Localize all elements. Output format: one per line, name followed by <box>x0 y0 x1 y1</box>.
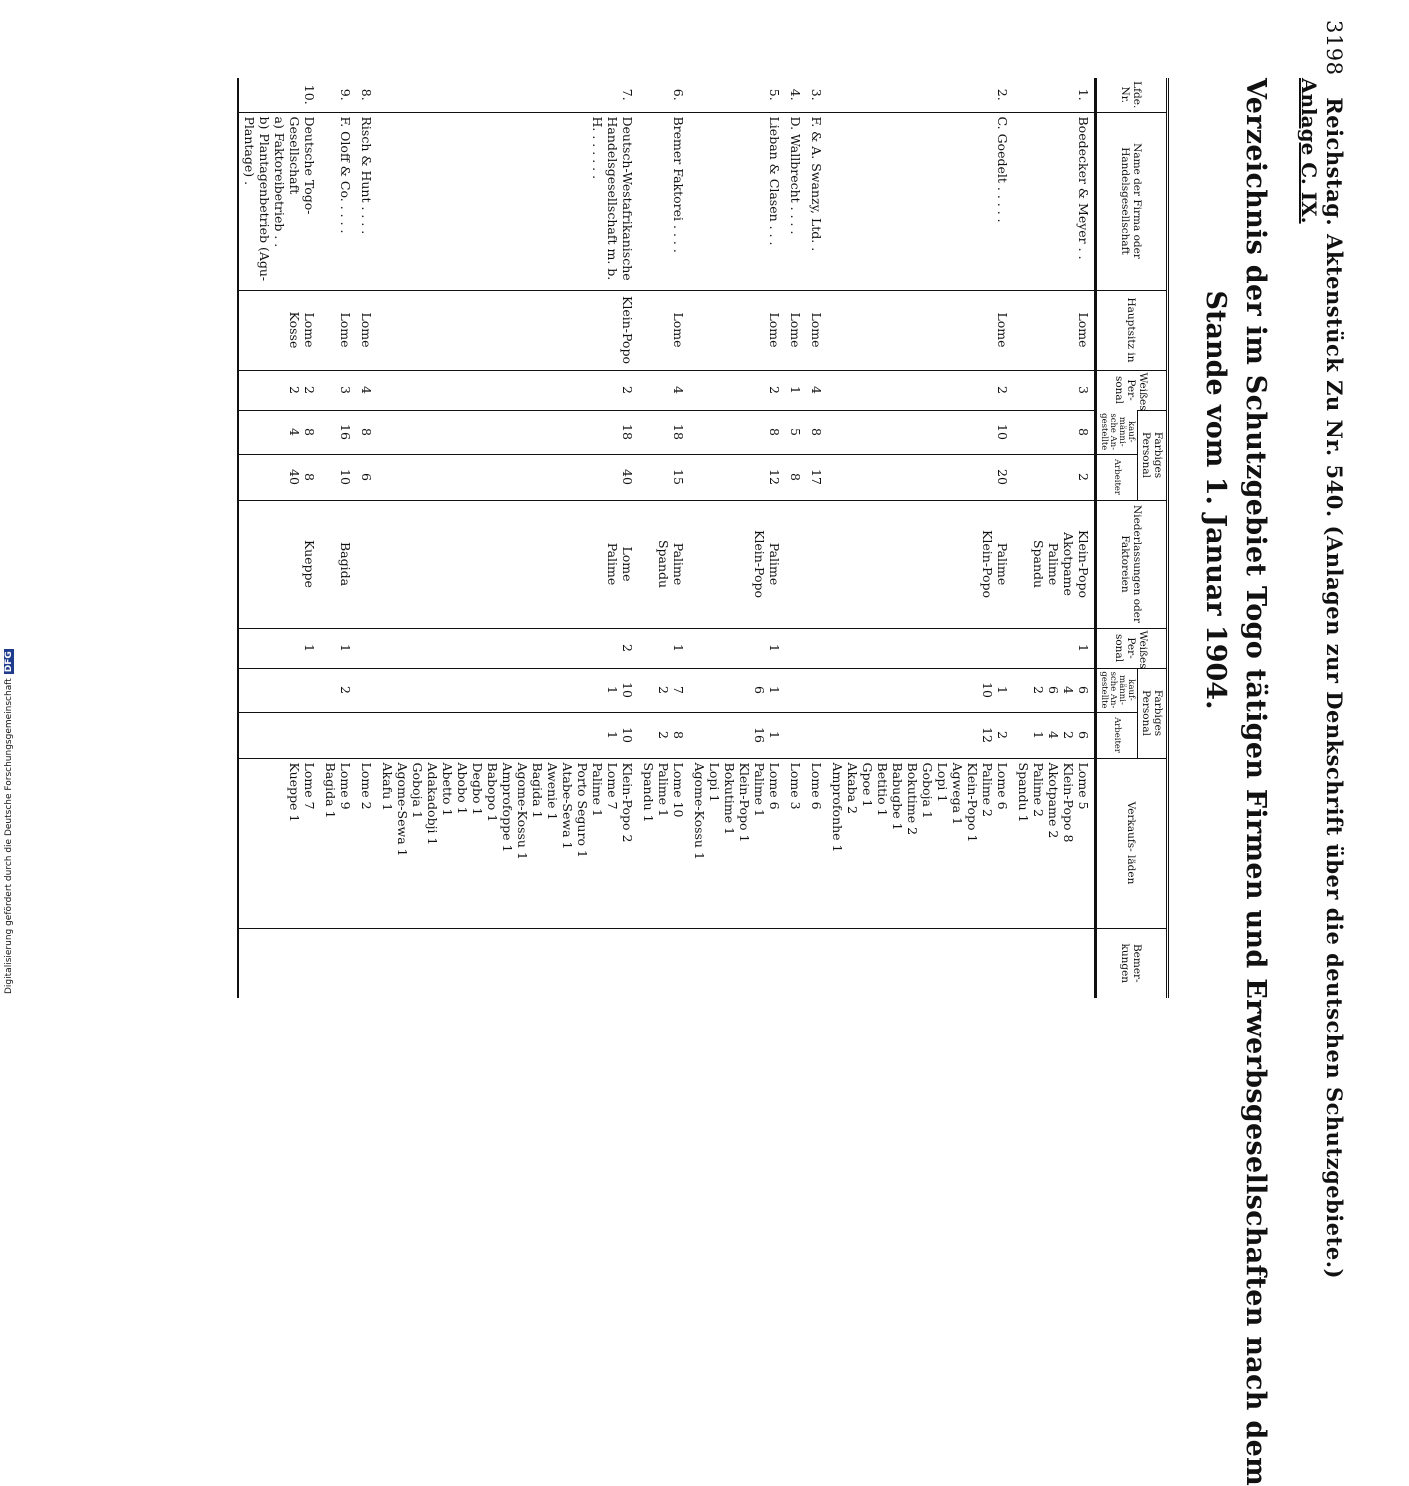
cell-weisses-2: 1 <box>638 628 689 668</box>
cell-arbeiter-2 <box>320 712 356 758</box>
cell-hauptsitz: Lome <box>356 290 377 370</box>
cell-arbeiter-1: 10 <box>320 454 356 500</box>
cell-kaufm-1: 8 4 <box>238 410 320 454</box>
cell-weisses-1: 1 <box>785 370 806 410</box>
col-niederlassungen: Niederlassungen oder Faktoreien <box>1096 500 1168 628</box>
cell-arbeiter-1: 6 <box>356 454 377 500</box>
cell-arbeiter-1: 8 <box>785 454 806 500</box>
cell-weisses-2 <box>356 628 377 668</box>
cell-kaufm-2 <box>785 668 806 712</box>
document-title-line1: Verzeichnis der im Schutzgebiet Togo tätigen Firmen und Erwerbsgesellschaften nach dem <box>1240 78 1271 1486</box>
cell-kaufm-1: 8 <box>689 410 785 454</box>
cell-verkaufsladen: Lome 2 <box>356 758 377 928</box>
table-row <box>689 78 785 998</box>
col-farbiges-1: Farbiges Personal <box>1138 410 1168 500</box>
col-kaufm-2: kauf- männi- sche An- gestellte <box>1096 668 1138 712</box>
col-bemerkungen: Bemer- kungen <box>1096 928 1168 998</box>
cell-hauptsitz: Lome <box>785 290 806 370</box>
page-number: 3198 <box>1322 20 1346 76</box>
table-row <box>238 78 320 998</box>
cell-kaufm-2 <box>238 668 320 712</box>
cell-kaufm-2 <box>356 668 377 712</box>
table-row <box>785 78 806 998</box>
col-nr: Lfde. Nr. <box>1096 78 1168 112</box>
cell-kaufm-1: 16 <box>320 410 356 454</box>
cell-hauptsitz: Lome <box>689 290 785 370</box>
cell-bemerkungen <box>1013 928 1096 998</box>
cell-bemerkungen <box>638 928 689 998</box>
cell-weisses-2 <box>806 628 827 668</box>
cell-niederlassungen: Kueppe <box>238 500 320 628</box>
document-title-line2: Stande vom 1. Januar 1904. <box>1200 290 1231 710</box>
cell-arbeiter-2: 2 12 <box>827 712 1013 758</box>
cell-kaufm-2: 1 6 <box>689 668 785 712</box>
cell-arbeiter-1: 17 <box>806 454 827 500</box>
dfg-logo: DFG <box>4 651 14 673</box>
cell-arbeiter-2 <box>238 712 320 758</box>
cell-name: D. Wallbrecht . . . . <box>785 112 806 290</box>
cell-kaufm-1: 8 <box>1013 410 1096 454</box>
cell-arbeiter-2 <box>806 712 827 758</box>
cell-kaufm-2: 6 4 6 2 <box>1013 668 1096 712</box>
cell-bemerkungen <box>827 928 1013 998</box>
cell-weisses-1: 2 <box>827 370 1013 410</box>
col-weisses-1: Weißes Per- sonal <box>1096 370 1168 410</box>
col-hauptsitz: Hauptsitz in <box>1096 290 1168 370</box>
cell-name: Boedecker & Meyer . . <box>1013 112 1096 290</box>
col-verkaufsladen: Verkaufs- läden <box>1096 758 1168 928</box>
cell-verkaufsladen: Lome 5 Klein-Popo 8 Akotpame 2 Palime 2 Spandu 1 <box>1013 758 1096 928</box>
cell-verkaufsladen: Lome 6 Palime 1 Klein-Popo 1 Bokutime 1 Lopi 1 Agome-Kossu 1 <box>689 758 785 928</box>
cell-kaufm-2: 7 2 <box>638 668 689 712</box>
table-row <box>356 78 377 998</box>
cell-weisses-1: 2 2 <box>238 370 320 410</box>
cell-kaufm-1: 18 <box>638 410 689 454</box>
cell-name: C. Goedelt . . . . . <box>827 112 1013 290</box>
cell-nr: 8. <box>359 88 374 101</box>
cell-name: F. Oloff & Co. . . . . <box>320 112 356 290</box>
cell-weisses-1: 4 <box>806 370 827 410</box>
col-farbiges-2: Farbiges Personal <box>1138 668 1168 758</box>
cell-bemerkungen <box>689 928 785 998</box>
cell-kaufm-2 <box>806 668 827 712</box>
cell-arbeiter-1: 40 <box>377 454 638 500</box>
cell-arbeiter-1: 20 <box>827 454 1013 500</box>
cell-name: Deutsch-Westafrikanische Handelsgesellschaft m. b. H. . . . . . . <box>377 112 638 290</box>
cell-weisses-2: 2 <box>377 628 638 668</box>
cell-kaufm-1: 5 <box>785 410 806 454</box>
cell-weisses-2: 1 <box>238 628 320 668</box>
cell-niederlassungen <box>806 500 827 628</box>
cell-arbeiter-2: 1 16 <box>689 712 785 758</box>
cell-kaufm-1: 10 <box>827 410 1013 454</box>
cell-kaufm-2: 10 1 <box>377 668 638 712</box>
cell-name: Deutsche Togo-Gesellschaft a) Faktoreibetrieb . . b) Plantagenbetrieb (Agu-Plantage) . <box>238 112 320 290</box>
cell-verkaufsladen: Lome 3 <box>785 758 806 928</box>
cell-weisses-2 <box>785 628 806 668</box>
cell-arbeiter-1: 15 <box>638 454 689 500</box>
cell-bemerkungen <box>806 928 827 998</box>
table-row <box>806 78 827 998</box>
cell-arbeiter-2 <box>785 712 806 758</box>
firms-table <box>237 78 1169 998</box>
cell-hauptsitz: Lome <box>827 290 1013 370</box>
cell-hauptsitz: Klein-Popo <box>377 290 638 370</box>
cell-weisses-1: 2 <box>377 370 638 410</box>
cell-weisses-2: 1 <box>1013 628 1096 668</box>
cell-niederlassungen: Lome Palime <box>377 500 638 628</box>
cell-name: Risch & Hunt . . . . <box>356 112 377 290</box>
table-row <box>320 78 356 998</box>
cell-verkaufsladen: Lome 7 Kueppe 1 <box>238 758 320 928</box>
cell-name: Bremer Faktorei . . . . <box>638 112 689 290</box>
cell-kaufm-2: 2 <box>320 668 356 712</box>
header-row <box>1138 78 1168 998</box>
cell-bemerkungen <box>356 928 377 998</box>
cell-nr: 5. <box>767 88 782 101</box>
cell-verkaufsladen: Klein-Popo 2 Lome 7 Palime 1 Porto Seguro 1 Atabe-Sewa 1 Awenie 1 Bagida 1 Agome-Kossu 1 Amprofoppe 1 Babopo 1 Degbo 1 Abobo 1 Abetto 1 Adakadobji 1 Goboja 1 Agome-Sewa 1 Akafu 1 <box>377 758 638 928</box>
cell-verkaufsladen: Lome 9 Bagida 1 <box>320 758 356 928</box>
cell-kaufm-1: 18 <box>377 410 638 454</box>
col-weisses-2: Weißes Per- sonal <box>1096 628 1168 668</box>
cell-weisses-2: 1 <box>689 628 785 668</box>
cell-verkaufsladen: Lome 10 Palime 1 Spandu 1 <box>638 758 689 928</box>
cell-niederlassungen <box>356 500 377 628</box>
cell-verkaufsladen: Lome 6 <box>806 758 827 928</box>
cell-kaufm-1: 8 <box>806 410 827 454</box>
cell-arbeiter-2: 8 2 <box>638 712 689 758</box>
col-arbeiter-1: Arbeiter <box>1096 454 1138 500</box>
cell-weisses-1: 3 <box>1013 370 1096 410</box>
cell-arbeiter-2 <box>356 712 377 758</box>
running-header <box>1322 20 1347 1279</box>
anlage-label: Anlage C. IX. <box>1297 78 1321 224</box>
cell-hauptsitz: Lome <box>806 290 827 370</box>
col-name: Name der Firma oder Handelsgesellschaft <box>1096 112 1168 290</box>
cell-weisses-1: 4 <box>356 370 377 410</box>
cell-hauptsitz: Lome <box>320 290 356 370</box>
running-title: Reichstag. Aktenstück Zu Nr. 540. (Anlagen zur Denkschrift über die deutschen Schutzgebiete.) <box>1322 97 1347 1279</box>
col-kaufm-1: kauf- männi- sche An- gestellte <box>1096 410 1138 454</box>
cell-kaufm-2: 1 10 <box>827 668 1013 712</box>
cell-niederlassungen: Palime Klein-Popo <box>827 500 1013 628</box>
cell-weisses-2: 1 <box>320 628 356 668</box>
cell-niederlassungen: Palime Klein-Popo <box>689 500 785 628</box>
cell-bemerkungen <box>785 928 806 998</box>
table-body <box>238 78 1096 998</box>
cell-nr: 4. <box>788 88 803 101</box>
cell-nr: 10. <box>238 78 320 112</box>
cell-bemerkungen <box>238 928 320 998</box>
table-row <box>1013 78 1096 998</box>
cell-arbeiter-2: 10 1 <box>377 712 638 758</box>
cell-kaufm-1: 8 <box>356 410 377 454</box>
cell-arbeiter-1: 12 <box>689 454 785 500</box>
col-arbeiter-2: Arbeiter <box>1096 712 1138 758</box>
cell-arbeiter-1: 2 <box>1013 454 1096 500</box>
cell-nr: 3. <box>809 88 824 101</box>
dfg-credit <box>4 649 14 994</box>
cell-nr: 1. <box>1076 88 1091 101</box>
cell-hauptsitz: Lome <box>638 290 689 370</box>
cell-niederlassungen: Bagida <box>320 500 356 628</box>
cell-nr: 2. <box>995 88 1010 101</box>
cell-nr: 7. <box>620 88 635 101</box>
cell-hauptsitz: Lome Kosse <box>238 290 320 370</box>
cell-name: F. & A. Swanzy, Ltd. . <box>806 112 827 290</box>
cell-nr: 6. <box>671 88 686 101</box>
cell-nr: 9. <box>338 88 353 101</box>
table-row <box>377 78 638 998</box>
cell-weisses-1: 4 <box>638 370 689 410</box>
cell-arbeiter-2: 6 2 4 1 <box>1013 712 1096 758</box>
cell-weisses-2 <box>827 628 1013 668</box>
cell-hauptsitz: Lome <box>1013 290 1096 370</box>
cell-niederlassungen: Klein-Popo Akotpame Palime Spandu <box>1013 500 1096 628</box>
cell-weisses-1: 3 <box>320 370 356 410</box>
cell-bemerkungen <box>320 928 356 998</box>
cell-niederlassungen: Palime Spandu <box>638 500 689 628</box>
cell-name: Lieban & Clasen . . . <box>689 112 785 290</box>
table-row <box>827 78 1013 998</box>
cell-arbeiter-1: 8 40 <box>238 454 320 500</box>
cell-niederlassungen <box>785 500 806 628</box>
cell-bemerkungen <box>377 928 638 998</box>
cell-verkaufsladen: Lome 6 Palime 2 Klein-Popo 1 Agwega 1 Lopi 1 Goboja 1 Bokutime 2 Babugbe 1 Betitio 1 Gpoe 1 Akaba 2 Amprofonhe 1 <box>827 758 1013 928</box>
cell-weisses-1: 2 <box>689 370 785 410</box>
table-row <box>638 78 689 998</box>
dfg-credit-text: Digitalisierung gefördert durch die Deutsche Forschungsgemeinschaft <box>4 678 14 994</box>
